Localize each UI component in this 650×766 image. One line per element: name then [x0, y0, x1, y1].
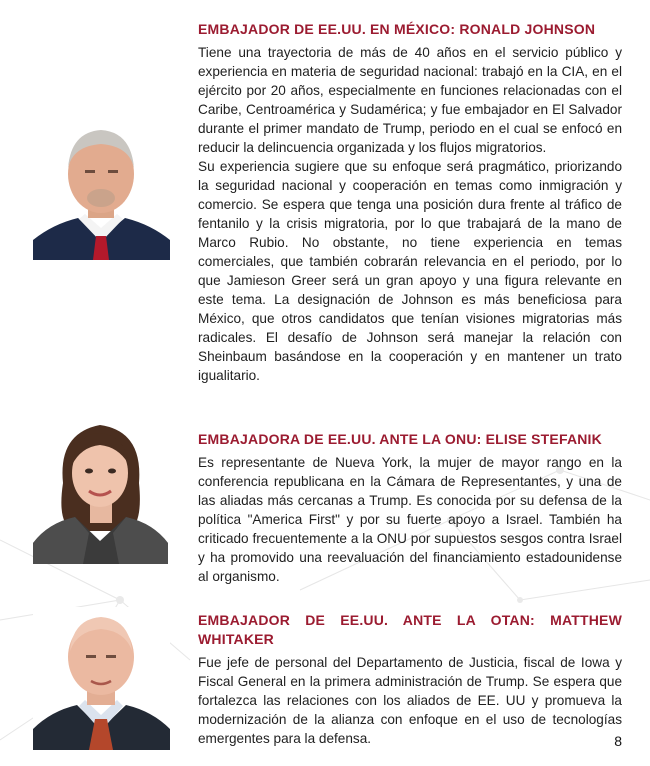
section-title: EMBAJADOR DE EE.UU. EN MÉXICO: RONALD JOHNSON: [198, 21, 596, 37]
section-paragraph: Es representante de Nueva York, la mujer de mayor rango en la conferencia republicana en la Cámara de Representantes, y una de las aliadas más cercanas a Trump. Es conocida por su defensa de la política "America First" y por su fuerte apoyo a Israel. También ha criticado frecuentemente a la ONU por supuestos sesgos contra Israel y ha promovido una reevaluación del financiamiento estadounidense al organismo.: [198, 455, 622, 584]
section-elise-stefanik: [198, 430, 622, 586]
ronald-johnson-photo: [33, 118, 170, 260]
section-paragraph: Tiene una trayectoria de más de 40 años en el servicio público y experiencia en materia de seguridad nacional: trabajó en la CIA, en el ejército por 20 años, especialmente en funciones relacionadas con el Caribe, Centroamérica y Sudamérica; y fue embajador en El Salvador durante el primer mandato de Trump, periodo en el cual se enfocó en reducir la delincuencia organizada y los flujos migratorios.: [198, 45, 622, 155]
matthew-whitaker-photo: [33, 607, 170, 750]
section-paragraph: Fue jefe de personal del Departamento de Justicia, fiscal de Iowa y Fiscal General en la primera administración de Trump. Se espera que fortalezca las relaciones con los aliados de EE. UU y promueva la modernización de la alianza con enfoque en el uso de tecnologías emergentes para la defensa.: [198, 655, 622, 746]
section-matthew-whitaker: [198, 611, 622, 748]
section-title: EMBAJADOR DE EE.UU. ANTE LA OTAN: MATTHEW WHITAKER: [198, 612, 622, 647]
section-title: EMBAJADORA DE EE.UU. ANTE LA ONU: ELISE STEFANIK: [198, 431, 602, 447]
page-number: 8: [614, 733, 622, 749]
elise-stefanik-photo: [33, 413, 168, 564]
section-ronald-johnson: [198, 20, 622, 385]
section-paragraph: Su experiencia sugiere que su enfoque será pragmático, priorizando la seguridad nacional y cooperación en temas como inmigración y comercio. Se espera que tenga una posición dura frente al tráfico de fentanilo y la crisis migratoria, por lo que trabajará de la mano de Marco Rubio. No obstante, no tiene experiencia en temas comerciales, que también cobrarán relevancia en el periodo, por lo que Jamieson Greer será un gran apoyo y una figura relevante en este tema. La designación de Johnson es más beneficiosa para México, que otros candidatos que tenían visiones migratorias más radicales. El desafío de Johnson será manejar la relación con Sheinbaum basándose en la cooperación y en mantener un trato igualitario.: [198, 159, 622, 383]
